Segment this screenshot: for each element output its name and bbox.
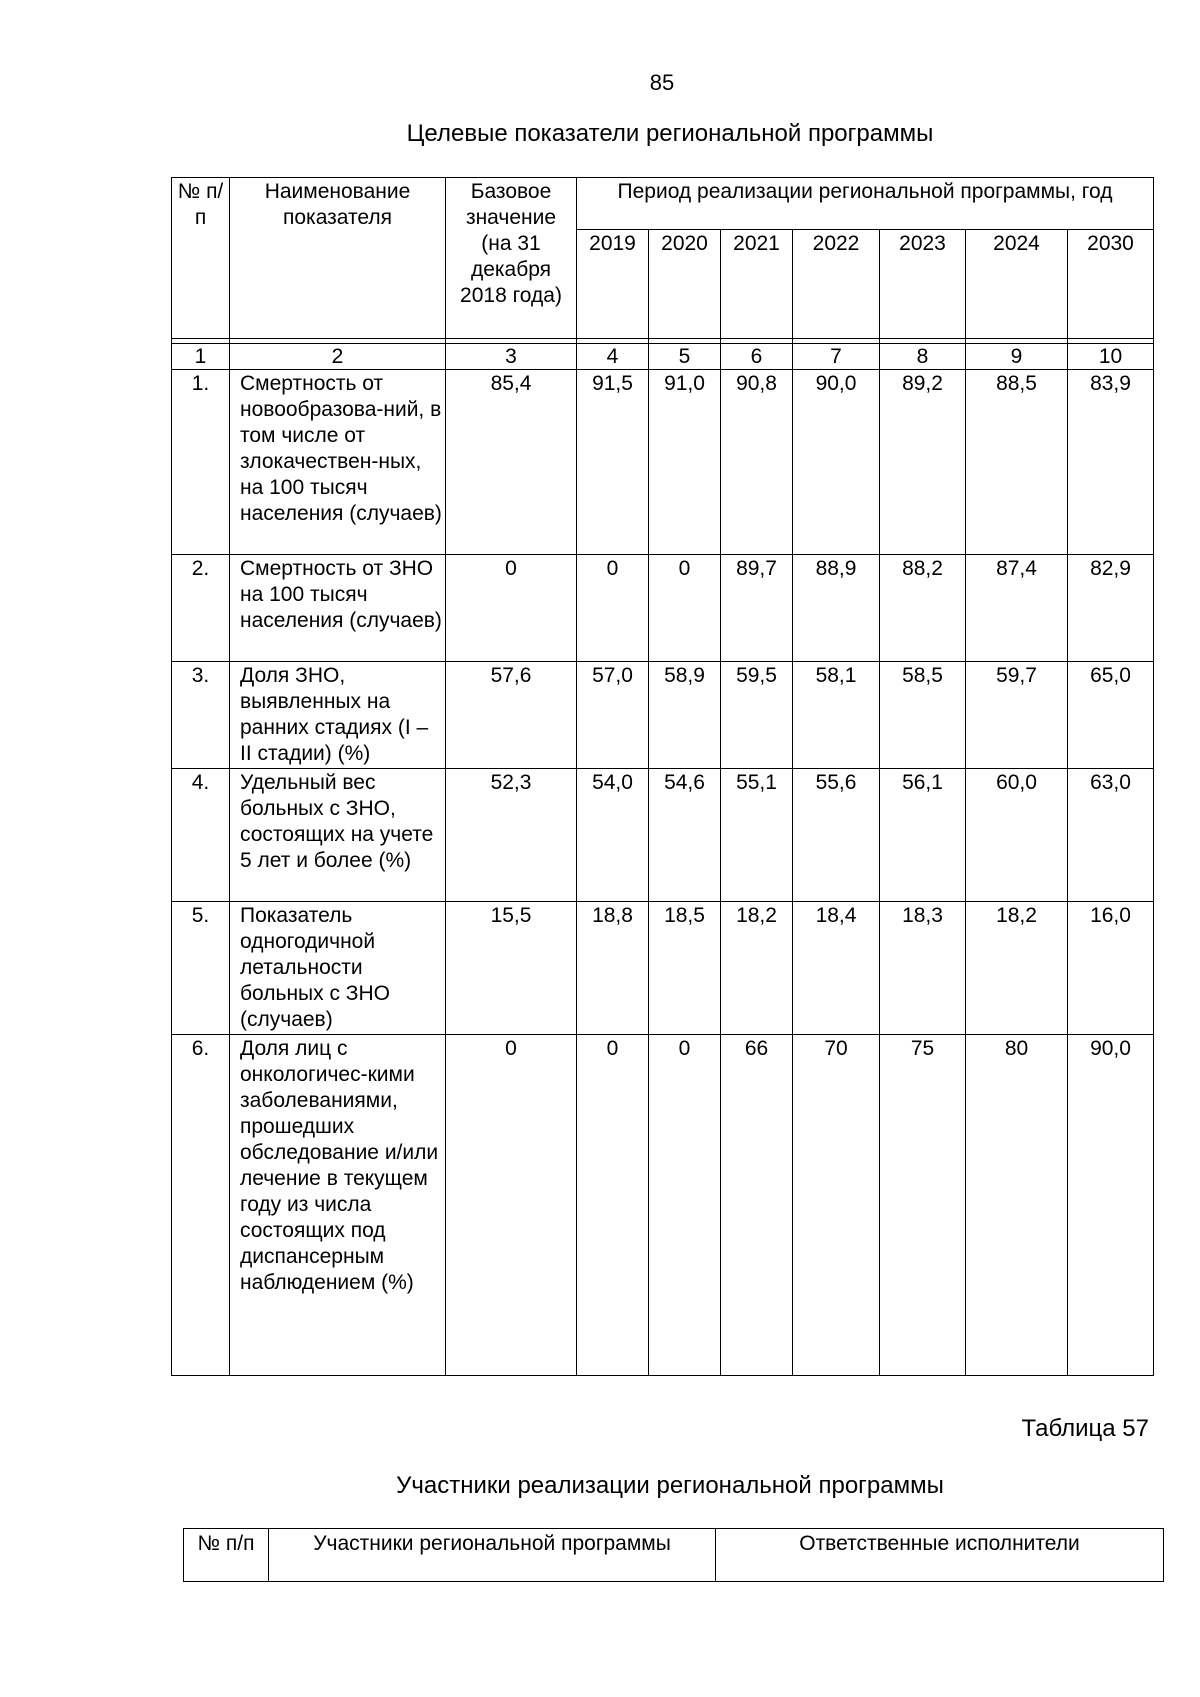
header-row: [184, 1529, 1164, 1582]
row-value: 65,0: [1068, 662, 1154, 769]
row-value: 63,0: [1068, 769, 1154, 902]
header-name: Наименование показателя: [230, 178, 446, 339]
column-index: 5: [649, 344, 721, 370]
column-index-row: [172, 344, 1154, 370]
row-value: 90,8: [721, 370, 793, 555]
row-value: 90,0: [1068, 1035, 1154, 1376]
target-indicators-table: [171, 177, 1154, 1376]
row-value: 82,9: [1068, 555, 1154, 662]
row-base: 0: [446, 555, 577, 662]
column-index: 9: [966, 344, 1068, 370]
row-value: 66: [721, 1035, 793, 1376]
table-caption: Таблица 57: [1021, 1415, 1149, 1442]
row-base: 15,5: [446, 902, 577, 1035]
column-index: 3: [446, 344, 577, 370]
row-name: Показатель одногодичной летальности больных с ЗНО (случаев): [230, 902, 446, 1035]
row-value: 89,7: [721, 555, 793, 662]
row-value: 80: [966, 1035, 1068, 1376]
row-value: 55,6: [793, 769, 880, 902]
row-num: 6.: [172, 1035, 230, 1376]
table-row: [172, 370, 1154, 555]
table-row: [172, 769, 1154, 902]
header-num: № п/п: [184, 1529, 269, 1582]
header-responsible: Ответственные исполнители: [716, 1529, 1164, 1582]
header-period: Период реализации региональной программы, год: [577, 178, 1154, 230]
header-year: 2019: [577, 229, 649, 338]
column-index: 6: [721, 344, 793, 370]
table-title: Целевые показатели региональной программы: [406, 120, 934, 147]
table-row: [172, 1035, 1154, 1376]
header-year: 2024: [966, 229, 1068, 338]
table-row: [172, 555, 1154, 662]
row-value: 90,0: [793, 370, 880, 555]
row-value: 18,8: [577, 902, 649, 1035]
header-year: 2030: [1068, 229, 1154, 338]
participants-table: [183, 1528, 1164, 1582]
row-value: 58,5: [880, 662, 966, 769]
row-value: 16,0: [1068, 902, 1154, 1035]
row-value: 18,3: [880, 902, 966, 1035]
header-year: 2021: [721, 229, 793, 338]
column-index: 7: [793, 344, 880, 370]
table-row: [172, 662, 1154, 769]
row-value: 88,9: [793, 555, 880, 662]
row-value: 18,2: [966, 902, 1068, 1035]
row-num: 2.: [172, 555, 230, 662]
row-value: 0: [649, 555, 721, 662]
row-base: 85,4: [446, 370, 577, 555]
row-value: 18,4: [793, 902, 880, 1035]
header-row: [172, 178, 1154, 230]
header-year: 2022: [793, 229, 880, 338]
row-value: 59,5: [721, 662, 793, 769]
row-num: 4.: [172, 769, 230, 902]
column-index: 2: [230, 344, 446, 370]
row-base: 57,6: [446, 662, 577, 769]
row-value: 55,1: [721, 769, 793, 902]
row-value: 75: [880, 1035, 966, 1376]
row-value: 18,2: [721, 902, 793, 1035]
header-year: 2023: [880, 229, 966, 338]
row-value: 57,0: [577, 662, 649, 769]
row-name: Доля лиц с онкологичес-кими заболеваниями, прошедших обследование и/или лечение в текущем году из числа состоящих под диспансерным наблюдением (%): [230, 1035, 446, 1376]
row-value: 56,1: [880, 769, 966, 902]
row-name: Смертность от новообразова-ний, в том числе от злокачествен-ных, на 100 тысяч населения (случаев): [230, 370, 446, 555]
row-value: 88,5: [966, 370, 1068, 555]
header-base: Базовое значение (на 31 декабря 2018 года): [446, 178, 577, 339]
row-value: 89,2: [880, 370, 966, 555]
page-number: 85: [649, 70, 675, 95]
row-value: 54,0: [577, 769, 649, 902]
column-index: 4: [577, 344, 649, 370]
row-num: 5.: [172, 902, 230, 1035]
row-value: 70: [793, 1035, 880, 1376]
row-value: 58,1: [793, 662, 880, 769]
column-index: 10: [1068, 344, 1154, 370]
row-value: 58,9: [649, 662, 721, 769]
row-num: 1.: [172, 370, 230, 555]
row-value: 59,7: [966, 662, 1068, 769]
header-participants: Участники региональной программы: [269, 1529, 716, 1582]
row-value: 60,0: [966, 769, 1068, 902]
header-num: № п/п: [172, 178, 230, 339]
row-base: 52,3: [446, 769, 577, 902]
header-year: 2020: [649, 229, 721, 338]
row-base: 0: [446, 1035, 577, 1376]
row-value: 88,2: [880, 555, 966, 662]
row-value: 0: [649, 1035, 721, 1376]
column-index: 1: [172, 344, 230, 370]
row-value: 83,9: [1068, 370, 1154, 555]
row-value: 0: [577, 1035, 649, 1376]
column-index: 8: [880, 344, 966, 370]
row-value: 0: [577, 555, 649, 662]
row-value: 54,6: [649, 769, 721, 902]
table2-title: Участники реализации региональной программы: [396, 1472, 944, 1499]
row-value: 91,0: [649, 370, 721, 555]
row-name: Удельный вес больных с ЗНО, состоящих на учете 5 лет и более (%): [230, 769, 446, 902]
row-value: 18,5: [649, 902, 721, 1035]
row-value: 87,4: [966, 555, 1068, 662]
row-name: Доля ЗНО, выявленных на ранних стадиях (I – II стадии) (%): [230, 662, 446, 769]
row-num: 3.: [172, 662, 230, 769]
table-row: [172, 902, 1154, 1035]
row-value: 91,5: [577, 370, 649, 555]
row-name: Смертность от ЗНО на 100 тысяч населения (случаев): [230, 555, 446, 662]
